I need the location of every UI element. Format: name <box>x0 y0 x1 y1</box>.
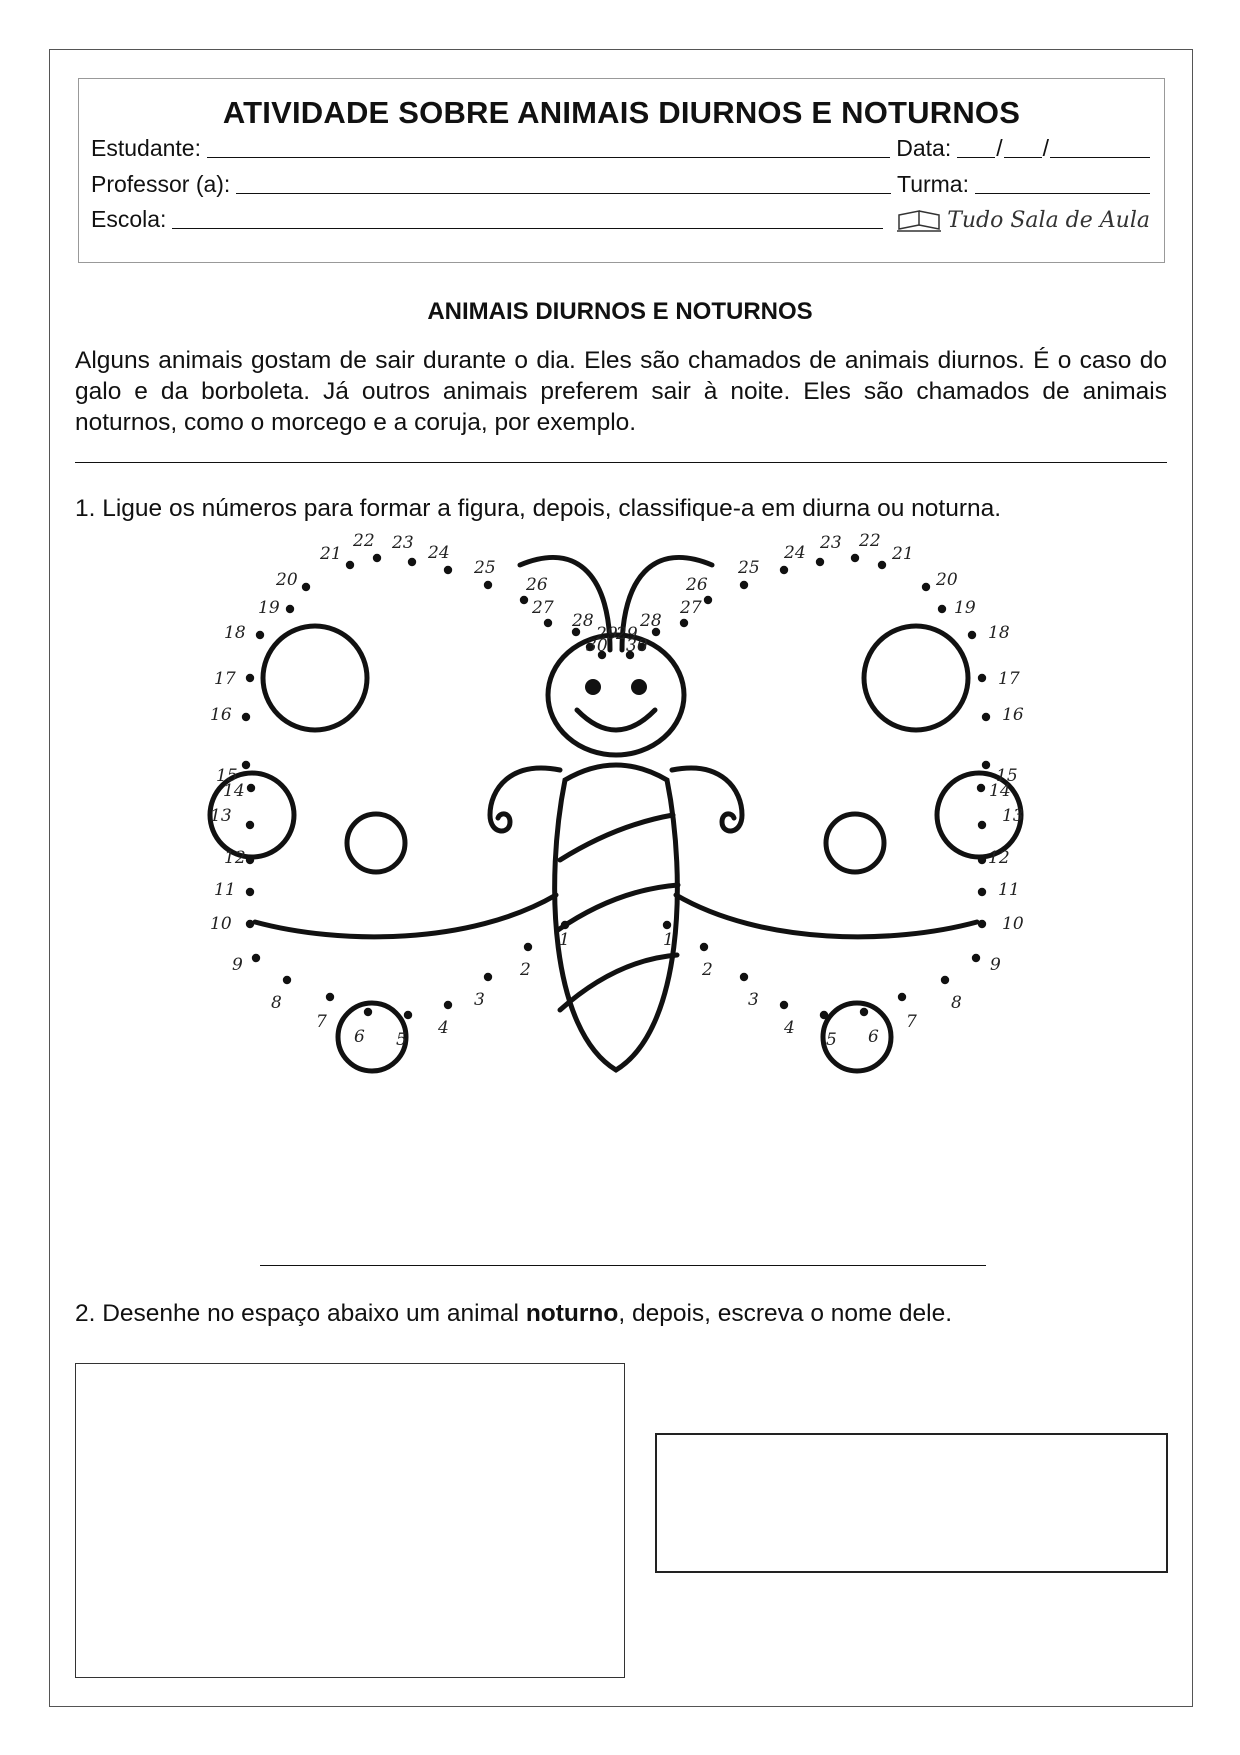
date-sep-1: / <box>996 135 1003 161</box>
number-dot-left-2 <box>524 943 532 951</box>
number-label-right-26: 26 <box>686 575 708 595</box>
number-label-left-28: 28 <box>572 611 594 631</box>
number-label-left-3: 3 <box>474 990 485 1010</box>
number-dot-right-1 <box>663 921 671 929</box>
date-year-line[interactable] <box>1050 135 1150 158</box>
school-row <box>91 203 1150 233</box>
butterfly-head <box>548 635 684 755</box>
class-label: Turma: <box>897 171 969 197</box>
number-label-left-7: 7 <box>316 1012 327 1032</box>
number-label-left-21: 21 <box>320 544 342 564</box>
number-dot-right-26 <box>704 596 712 604</box>
number-dot-left-26 <box>520 596 528 604</box>
number-label-left-10: 10 <box>210 914 232 934</box>
number-dot-left-13 <box>246 821 254 829</box>
number-dot-left-12 <box>246 856 254 864</box>
number-dot-right-24 <box>780 566 788 574</box>
number-label-left-23: 23 <box>392 533 414 553</box>
number-dot-left-4 <box>444 1001 452 1009</box>
number-label-right-17: 17 <box>998 669 1020 689</box>
number-label-right-15: 15 <box>996 766 1018 786</box>
question-1: 1. Ligue os números para formar a figura, depois, classifique-a em diurna ou noturna. <box>75 495 1002 522</box>
number-dot-right-20 <box>922 583 930 591</box>
number-dot-right-11 <box>978 888 986 896</box>
number-dot-right-22 <box>851 554 859 562</box>
number-dot-right-19 <box>938 605 946 613</box>
arm-left <box>490 768 560 831</box>
number-dot-left-22 <box>373 554 381 562</box>
number-label-left-18: 18 <box>224 623 246 643</box>
number-label-right-28: 28 <box>640 611 662 631</box>
number-dot-left-11 <box>246 888 254 896</box>
number-dot-right-23 <box>816 558 824 566</box>
number-label-left-2: 2 <box>520 960 531 980</box>
number-label-right-24: 24 <box>784 543 806 563</box>
number-dot-right-16 <box>982 713 990 721</box>
number-label-left-4: 4 <box>438 1018 449 1038</box>
number-label-left-24: 24 <box>428 543 450 563</box>
number-label-right-13: 13 <box>1002 806 1024 826</box>
drawing-box[interactable] <box>75 1363 625 1678</box>
teacher-label: Professor (a): <box>91 171 231 197</box>
brand-text: Tudo Sala de Aula <box>947 207 1150 233</box>
number-dot-right-6 <box>860 1008 868 1016</box>
number-label-right-12: 12 <box>988 848 1010 868</box>
teacher-row <box>91 168 1150 198</box>
number-label-right-3: 3 <box>748 990 759 1010</box>
number-dot-right-15 <box>982 761 990 769</box>
number-label-left-11: 11 <box>214 880 236 900</box>
number-label-left-27: 27 <box>532 598 554 618</box>
number-dot-left-5 <box>404 1011 412 1019</box>
date-month-line[interactable] <box>1004 135 1042 158</box>
number-dot-right-25 <box>740 581 748 589</box>
number-dot-left-21 <box>346 561 354 569</box>
number-label-right-9: 9 <box>990 955 1001 975</box>
number-label-left-29: 29 <box>596 624 618 644</box>
number-dot-right-13 <box>978 821 986 829</box>
number-dot-right-12 <box>978 856 986 864</box>
number-label-left-26: 26 <box>526 575 548 595</box>
number-dot-right-2 <box>700 943 708 951</box>
wing-spot <box>347 814 405 872</box>
number-dot-left-3 <box>484 973 492 981</box>
number-label-left-9: 9 <box>232 955 243 975</box>
number-label-right-21: 21 <box>892 544 914 564</box>
question-2-text-after: , depois, escreva o nome dele. <box>618 1300 953 1327</box>
school-label: Escola: <box>91 206 167 232</box>
number-label-right-23: 23 <box>820 533 842 553</box>
number-dot-left-19 <box>286 605 294 613</box>
number-label-left-16: 16 <box>210 705 232 725</box>
number-dot-right-18 <box>968 631 976 639</box>
body-stripe <box>560 815 673 860</box>
student-label: Estudante: <box>91 135 201 161</box>
number-dot-left-7 <box>326 993 334 1001</box>
number-label-right-4: 4 <box>784 1018 795 1038</box>
intro-paragraph: Alguns animais gostam de sair durante o dia. Eles são chamados de animais diurnos. É o caso do galo e da borboleta. Já outros animais preferem sair à noite. Eles são chamados de animais noturnos, como o morcego e a coruja, por exemplo. <box>75 347 1167 436</box>
number-dot-left-6 <box>364 1008 372 1016</box>
question-2-text-before: 2. Desenhe no espaço abaixo um animal <box>75 1300 526 1327</box>
student-row <box>91 132 1150 162</box>
number-dot-right-7 <box>898 993 906 1001</box>
number-dot-left-10 <box>246 920 254 928</box>
number-label-left-6: 6 <box>354 1027 365 1047</box>
number-dot-right-3 <box>740 973 748 981</box>
number-dot-left-8 <box>283 976 291 984</box>
animal-name-box[interactable] <box>655 1433 1168 1573</box>
butterfly-dot-to-dot <box>90 531 1150 1190</box>
number-label-right-10: 10 <box>1002 914 1024 934</box>
number-label-right-16: 16 <box>1002 705 1024 725</box>
number-label-right-27: 27 <box>680 598 702 618</box>
number-dot-left-17 <box>246 674 254 682</box>
school-name-line[interactable] <box>172 206 883 229</box>
number-label-right-25: 25 <box>738 558 760 578</box>
number-label-right-14: 14 <box>989 781 1011 801</box>
header-box <box>78 78 1165 263</box>
number-label-left-5: 5 <box>396 1030 407 1050</box>
number-label-right-1: 1 <box>663 930 674 950</box>
number-label-left-1: 1 <box>559 930 570 950</box>
number-dot-left-14 <box>247 784 255 792</box>
classification-answer-line[interactable] <box>260 1265 986 1266</box>
number-label-left-14: 14 <box>223 781 245 801</box>
number-dot-left-20 <box>302 583 310 591</box>
number-label-right-18: 18 <box>988 623 1010 643</box>
number-dot-right-9 <box>972 954 980 962</box>
wing-edge-right <box>676 895 977 937</box>
wing-edge-left <box>255 895 556 937</box>
body-stripe <box>558 885 678 930</box>
number-dot-left-9 <box>252 954 260 962</box>
wing-spot <box>864 626 968 730</box>
number-dot-left-1 <box>561 921 569 929</box>
question-2-bold-word: noturno <box>525 1300 619 1327</box>
number-dot-right-17 <box>978 674 986 682</box>
number-label-left-22: 22 <box>353 531 375 551</box>
eyes <box>585 679 647 695</box>
number-dot-left-24 <box>444 566 452 574</box>
number-dot-left-16 <box>242 713 250 721</box>
teacher-name-line[interactable] <box>236 171 891 194</box>
wing-spot <box>826 814 884 872</box>
smile <box>577 710 655 730</box>
number-dot-right-5 <box>820 1011 828 1019</box>
number-dot-right-10 <box>978 920 986 928</box>
number-label-left-20: 20 <box>276 570 298 590</box>
date-sep-2: / <box>1042 135 1049 161</box>
wing-spot <box>263 626 367 730</box>
date-day-line[interactable] <box>957 135 995 158</box>
number-dot-right-14 <box>977 784 985 792</box>
book-icon <box>897 207 943 233</box>
class-line[interactable] <box>975 171 1150 194</box>
eye-left <box>585 679 601 695</box>
body-stripe <box>560 955 677 1010</box>
number-label-right-30: 30 <box>626 636 648 656</box>
number-dot-right-27 <box>680 619 688 627</box>
number-label-left-15: 15 <box>216 766 238 786</box>
number-label-left-12: 12 <box>224 848 246 868</box>
number-dot-left-27 <box>544 619 552 627</box>
number-dot-left-25 <box>484 581 492 589</box>
number-label-right-22: 22 <box>859 531 881 551</box>
number-label-right-5: 5 <box>826 1030 837 1050</box>
number-dot-left-18 <box>256 631 264 639</box>
number-label-right-2: 2 <box>702 960 713 980</box>
number-label-left-19: 19 <box>258 598 280 618</box>
worksheet-title: ATIVIDADE SOBRE ANIMAIS DIURNOS E NOTURNOS <box>222 95 1021 130</box>
number-dot-right-8 <box>941 976 949 984</box>
number-dot-right-21 <box>878 561 886 569</box>
number-label-left-13: 13 <box>210 806 232 826</box>
number-label-right-11: 11 <box>998 880 1020 900</box>
section-title: ANIMAIS DIURNOS E NOTURNOS <box>427 298 813 325</box>
number-label-left-17: 17 <box>214 669 236 689</box>
question-2 <box>75 1300 952 1328</box>
number-label-right-7: 7 <box>906 1012 917 1032</box>
number-label-right-19: 19 <box>954 598 976 618</box>
number-dot-right-4 <box>780 1001 788 1009</box>
divider <box>75 462 1167 463</box>
number-label-right-29: 29 <box>616 624 638 644</box>
number-dot-left-15 <box>242 761 250 769</box>
student-name-line[interactable] <box>207 135 890 158</box>
number-dot-left-23 <box>408 558 416 566</box>
number-label-right-20: 20 <box>936 570 958 590</box>
arm-right <box>672 768 742 831</box>
date-label: Data: <box>896 135 952 161</box>
number-label-left-8: 8 <box>271 993 282 1013</box>
brand-logo <box>897 207 1150 233</box>
number-label-right-8: 8 <box>951 993 962 1013</box>
number-label-left-30: 30 <box>586 636 608 656</box>
eye-right <box>631 679 647 695</box>
number-label-right-6: 6 <box>868 1027 879 1047</box>
number-label-left-25: 25 <box>474 558 496 578</box>
